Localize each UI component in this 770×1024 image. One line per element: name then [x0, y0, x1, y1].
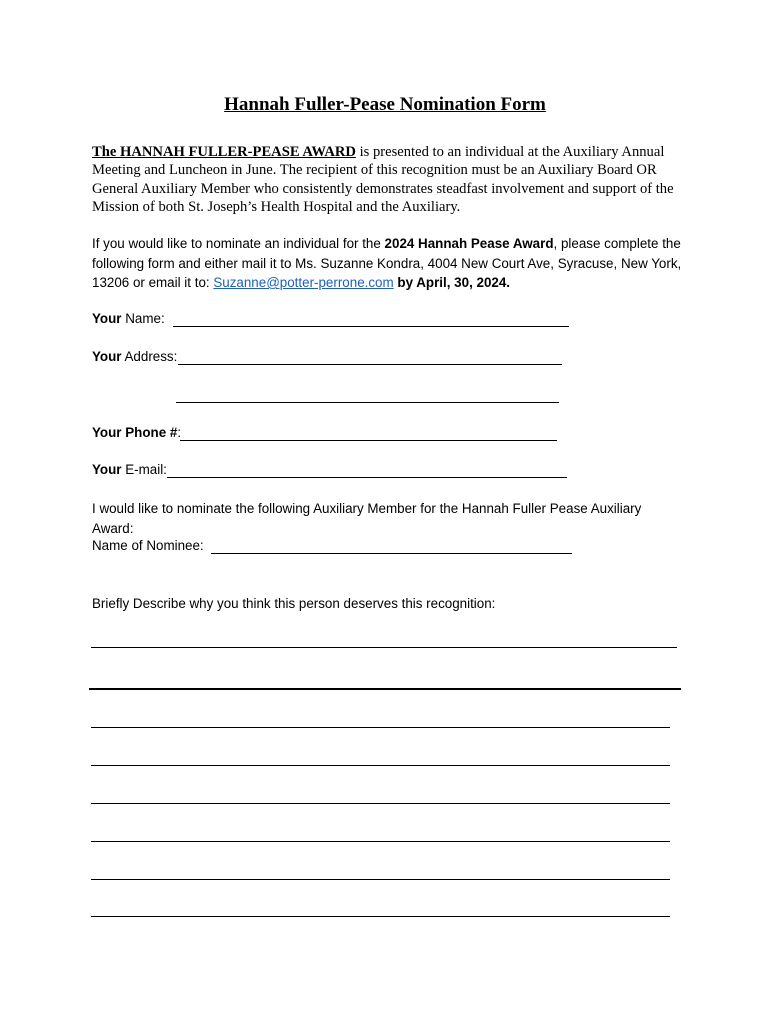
mailing-instructions: , please complete the following form and either mail it to Ms. Suzanne Kondra, 4004 New Court Ave, Syracuse, New York, 13206 or email it to:: [92, 236, 682, 290]
form-title: Hannah Fuller-Pease Nomination Form: [224, 94, 546, 115]
address-field-line-1[interactable]: [178, 364, 562, 365]
phone-field[interactable]: [180, 440, 557, 441]
name-field[interactable]: [173, 326, 569, 327]
description-line-2[interactable]: [89, 688, 681, 690]
description-line-3[interactable]: [91, 727, 670, 728]
award-name: The HANNAH FULLER-PEASE AWARD: [92, 144, 356, 160]
phone-label: [92, 425, 181, 440]
instructions-paragraph: [92, 234, 692, 293]
email-label: [92, 462, 167, 477]
describe-label: Briefly Describe why you think this person deserves this recognition:: [92, 596, 496, 611]
nominate-paragraph: I would like to nominate the following Auxiliary Member for the Hannah Fuller Pease Auxiliary Award:: [92, 501, 642, 536]
intro-paragraph: [92, 143, 692, 217]
phone-label-text: :: [177, 425, 182, 440]
email-field[interactable]: [167, 477, 567, 478]
address-label: [92, 349, 177, 364]
description-line-6[interactable]: [91, 841, 670, 842]
nominee-field[interactable]: [211, 553, 572, 554]
description-line-7[interactable]: [91, 879, 670, 880]
address-field-line-2[interactable]: [176, 402, 559, 403]
intro-text: is presented to an individual at the Auxiliary Annual Meeting and Luncheon in June. The recipient of this recognition must be an Auxiliary Board OR General Auxiliary Member who consistently demonstrates steadfast involvement and support of the Mission of both St. Joseph’s Health Hospital and the Auxiliary.: [92, 144, 674, 216]
email-link[interactable]: Suzanne@potter-perrone.com: [213, 275, 394, 290]
description-line-5[interactable]: [91, 803, 670, 804]
name-label-text: Name:: [121, 311, 165, 326]
description-line-4[interactable]: [91, 765, 670, 766]
email-label-text: E-mail:: [121, 462, 167, 477]
name-label: [92, 311, 165, 326]
address-label-text: Address:: [121, 349, 178, 364]
award-year-title: 2024 Hannah Pease Award: [384, 236, 554, 251]
description-line-8[interactable]: [91, 916, 670, 917]
email-label-bold: Your: [92, 462, 122, 477]
name-label-bold: Your: [92, 311, 122, 326]
instructions-text: If you would like to nominate an individual for the: [92, 236, 385, 251]
deadline-text: by April, 30, 2024.: [393, 275, 511, 290]
description-line-1[interactable]: [91, 647, 677, 648]
nominee-label: Name of Nominee:: [92, 538, 204, 553]
address-label-bold: Your: [92, 349, 122, 364]
phone-label-bold: Your Phone #: [92, 425, 178, 440]
